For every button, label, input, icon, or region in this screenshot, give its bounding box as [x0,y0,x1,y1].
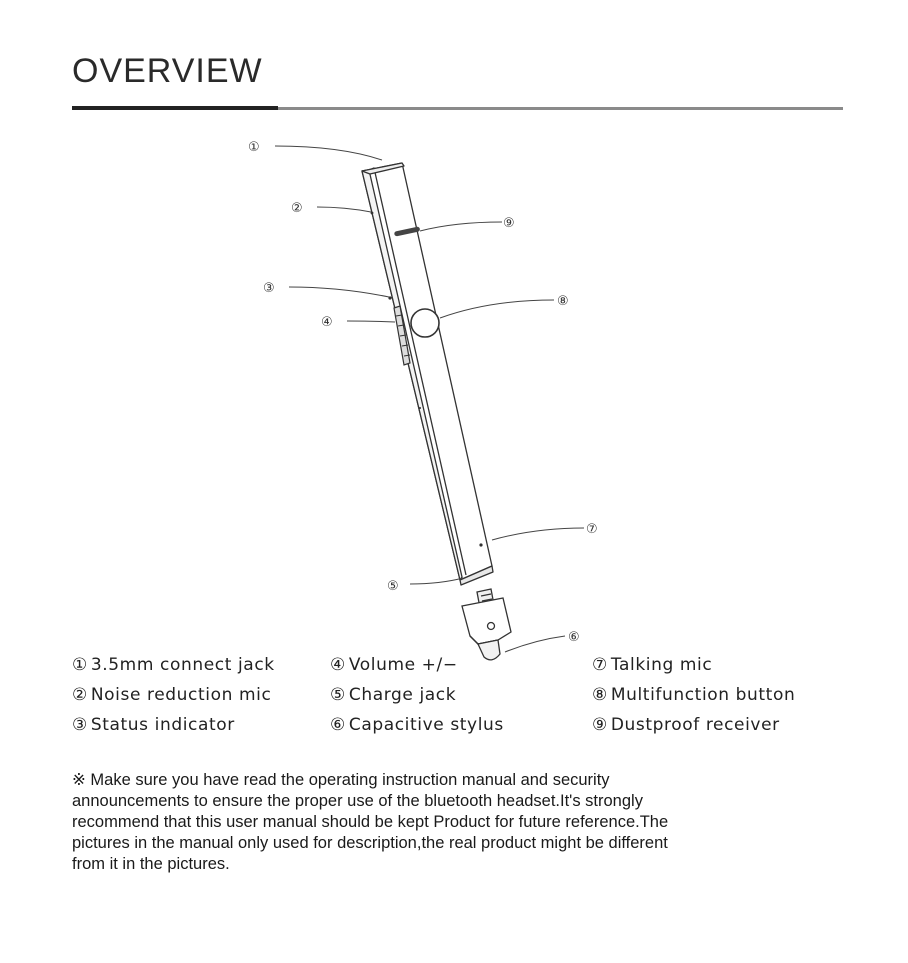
callout-4: ④ [321,315,333,330]
callout-8: ⑧ [557,294,569,309]
legend-number: ⑨ [592,715,608,735]
note-line: announcements to ensure the proper use of the bluetooth headset.It's strongly [72,792,643,810]
legend-label: Status indicator [90,715,235,735]
legend-label: Volume +/− [348,655,458,675]
legend-item-2 [72,685,271,705]
side-detail-dot [419,407,421,409]
legend-item-1 [72,655,275,675]
note-line: ※ Make sure you have read the operating instruction manual and security [72,771,610,789]
legend-number: ② [72,685,88,705]
parts-legend [0,655,908,745]
callout-7: ⑦ [586,522,598,537]
legend-number: ⑦ [592,655,608,675]
legend-item-7 [592,655,712,675]
legend-item-4 [330,655,458,675]
legend-item-8 [592,685,795,705]
note-line: from it in the pictures. [72,855,230,873]
legend-item-5 [330,685,456,705]
legend-number: ⑤ [330,685,346,705]
headset-body [362,163,493,585]
callout-5: ⑤ [387,579,399,594]
noise-mic-dot [371,212,374,215]
legend-item-9 [592,715,780,735]
callout-9: ⑨ [503,216,515,231]
legend-label: Noise reduction mic [90,685,272,705]
legend-item-3 [72,715,235,735]
note-line: pictures in the manual only used for description,the real product might be different [72,834,668,852]
callout-2: ② [291,201,303,216]
legend-number: ① [72,655,88,675]
multifunction-button [411,309,439,337]
callout-6: ⑥ [568,630,580,645]
legend-label: Charge jack [348,685,457,705]
usage-note [72,770,852,875]
talking-mic-dot [479,543,482,546]
callout-3: ③ [263,281,275,296]
callout-1: ① [248,140,260,155]
legend-number: ④ [330,655,346,675]
legend-label: Capacitive stylus [348,715,504,735]
legend-label: Dustproof receiver [610,715,780,735]
page-title: OVERVIEW [72,52,263,90]
legend-number: ③ [72,715,88,735]
legend-number: ⑥ [330,715,346,735]
legend-item-6 [330,715,504,735]
note-line: recommend that this user manual should be kept Product for future reference.The [72,813,669,831]
legend-number: ⑧ [592,685,608,705]
legend-label: Talking mic [610,655,713,675]
legend-label: Multifunction button [610,685,796,705]
capacitive-stylus [462,589,511,660]
legend-label: 3.5mm connect jack [90,655,275,675]
